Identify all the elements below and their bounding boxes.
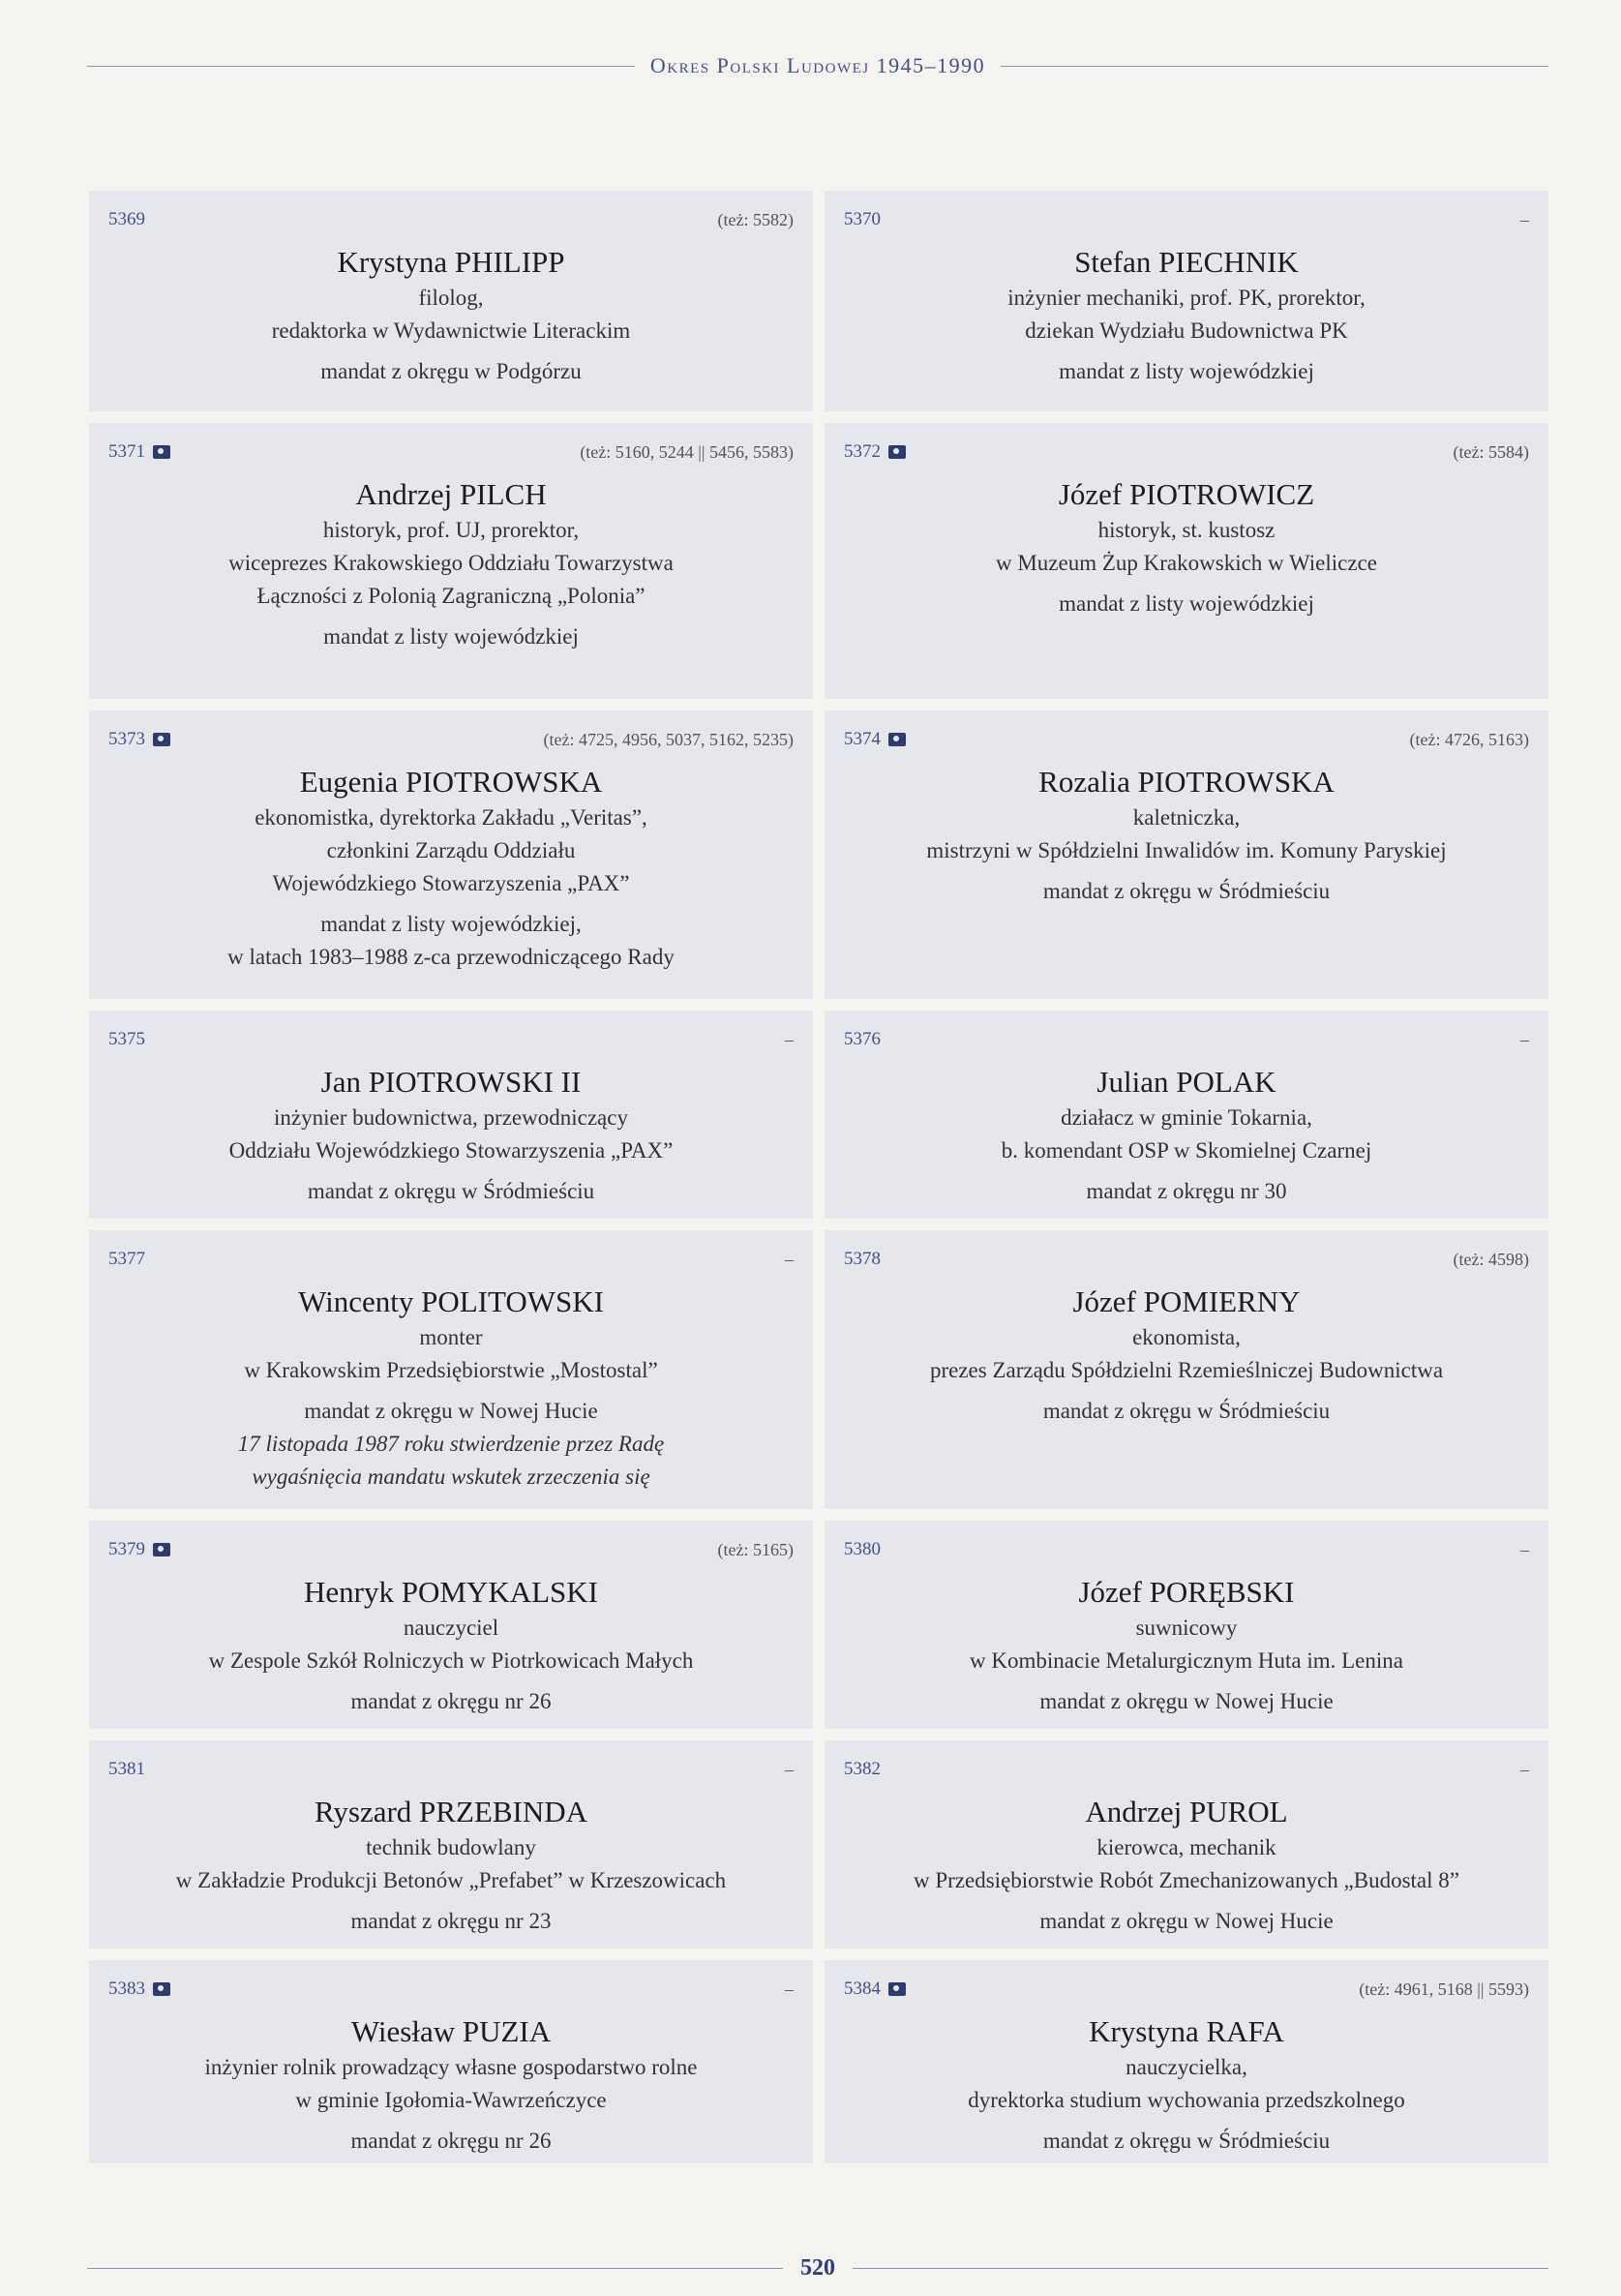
spacer (844, 347, 1529, 355)
entry-card (89, 1230, 813, 1509)
entry-name: Jan PIOTROWSKI II (320, 1065, 582, 1099)
entry-description-line: kaletniczka, (1132, 805, 1241, 830)
entry-description-line: suwnicowy (1135, 1616, 1238, 1640)
entry-number-group (108, 1029, 145, 1050)
camera-icon (153, 733, 170, 746)
entry-note-line: wygaśnięcia mandatu wskutek zrzeczenia się (252, 1465, 650, 1489)
spacer (108, 347, 794, 355)
entry-description-line: w Zakładzie Produkcji Betonów „Prefabet” w Krzeszowicach (175, 1868, 727, 1892)
entry-description-line: w Krakowskim Przedsiębiorstwie „Mostostal” (244, 1358, 658, 1382)
entry-mandate-line: mandat z okręgu w Śródmieściu (1042, 2129, 1331, 2153)
entry-number-group (108, 1539, 170, 1560)
entry-name: Stefan PIECHNIK (1074, 245, 1299, 279)
entry-number: 5376 (844, 1029, 881, 1049)
entry-header (108, 1536, 794, 1563)
entry-description-line: filolog, (418, 286, 484, 310)
entry-number: 5372 (844, 441, 881, 462)
entry-mandate-line: mandat z listy wojewódzkiej, (320, 912, 582, 936)
spacer (844, 1897, 1529, 1905)
entry-reference: – (1520, 209, 1529, 229)
entry-mandate-line: mandat z okręgu nr 23 (350, 1909, 552, 1933)
entry-number-group (844, 1539, 881, 1560)
entry-name: Julian POLAK (1096, 1065, 1276, 1099)
spacer (108, 1167, 794, 1175)
entry-reference: (też: 4598) (1453, 1249, 1529, 1269)
entry-description-line: ekonomista, (1132, 1325, 1241, 1349)
entry-header (108, 206, 794, 233)
entry-reference: (też: 4725, 4956, 5037, 5162, 5235) (543, 729, 794, 749)
entry-name: Ryszard PRZEBINDA (314, 1795, 588, 1828)
entry-name: Józef PORĘBSKI (1078, 1575, 1295, 1609)
entry-description-line: inżynier rolnik prowadzący własne gospodarstwo rolne (204, 2055, 698, 2079)
entry-number-group (844, 1029, 881, 1050)
entry-number-group (844, 1759, 881, 1780)
entry-card (825, 1011, 1548, 1219)
entry-header (108, 1246, 794, 1273)
entry-name: Rozalia PIOTROWSKA (1038, 765, 1335, 799)
page-number: 520 (800, 2254, 835, 2281)
footer-rule-right (853, 2268, 1548, 2269)
entry-header (108, 1756, 794, 1783)
entry-mandate-line: mandat z okręgu nr 26 (350, 2129, 552, 2153)
entry-mandate-line: mandat z listy wojewódzkiej (1059, 591, 1314, 616)
entry-number: 5377 (108, 1249, 145, 1269)
entry-mandate-line: mandat z okręgu w Śródmieściu (1042, 1399, 1331, 1423)
running-header (87, 48, 1548, 83)
entry-card (825, 1230, 1548, 1509)
entry-name: Andrzej PUROL (1085, 1795, 1288, 1828)
entries-grid (89, 191, 1548, 2163)
entry-card (825, 1960, 1548, 2163)
entry-note-line: 17 listopada 1987 roku stwierdzenie przez Radę (237, 1432, 665, 1456)
entry-name: Wincenty POLITOWSKI (298, 1284, 604, 1318)
entry-number-group (844, 441, 906, 463)
entry-description-line: technik budowlany (366, 1835, 536, 1859)
spacer (844, 1677, 1529, 1685)
footer-rule-left (87, 2268, 783, 2269)
entry-header (844, 1246, 1529, 1273)
entry-name: Józef POMIERNY (1072, 1284, 1301, 1318)
entry-reference: – (785, 1249, 794, 1269)
entry-description-line: w Przedsiębiorstwie Robót Zmechanizowanych „Budostal 8” (914, 1868, 1459, 1892)
entry-description-line: prezes Zarządu Spółdzielni Rzemieślniczej Budownictwa (929, 1358, 1444, 1382)
entry-description-line: historyk, prof. UJ, prorektor, (322, 518, 580, 542)
entry-mandate-line: mandat z listy wojewódzkiej (323, 624, 579, 649)
entry-card (89, 1740, 813, 1949)
entry-reference: – (1520, 1759, 1529, 1779)
entry-number-group (108, 209, 145, 230)
entry-header (108, 438, 794, 466)
entry-reference: – (1520, 1029, 1529, 1049)
entry-mandate-line: mandat z okręgu nr 30 (1086, 1179, 1287, 1203)
entry-header (844, 1976, 1529, 2003)
entry-header (844, 1536, 1529, 1563)
entry-header (108, 1026, 794, 1053)
running-header-title: Okres Polski Ludowej 1945–1990 (649, 53, 986, 77)
entry-reference: (też: 4961, 5168 || 5593) (1359, 1979, 1529, 1999)
camera-icon (153, 1982, 170, 1996)
spacer (108, 1387, 794, 1395)
entry-mandate-line: mandat z okręgu w Śródmieściu (307, 1179, 595, 1203)
entry-name: Józef PIOTROWICZ (1058, 477, 1315, 511)
entry-description-line: monter (419, 1325, 483, 1349)
entry-reference: (też: 5582) (717, 209, 794, 229)
spacer (108, 900, 794, 908)
entry-reference: – (785, 1759, 794, 1779)
entry-reference: (też: 4726, 5163) (1409, 729, 1529, 749)
entry-number: 5380 (844, 1539, 881, 1559)
entry-number: 5381 (108, 1759, 145, 1779)
spacer (844, 2117, 1529, 2125)
entry-card (89, 1960, 813, 2163)
entry-reference: – (1520, 1539, 1529, 1559)
entry-card (89, 423, 813, 699)
entry-mandate-line: mandat z okręgu w Nowej Hucie (1039, 1909, 1334, 1933)
entry-card (825, 423, 1548, 699)
entry-description-line: ekonomistka, dyrektorka Zakładu „Veritas”, (255, 805, 647, 830)
entry-description-line: dziekan Wydziału Budownictwa PK (1025, 318, 1348, 343)
entry-description-line: członkini Zarządu Oddziału (326, 838, 576, 862)
entry-name: Wiesław PUZIA (350, 2014, 552, 2048)
entry-number-group (844, 1979, 906, 2000)
camera-icon (888, 445, 906, 459)
entry-header (844, 1756, 1529, 1783)
entry-reference: – (785, 1029, 794, 1049)
spacer (844, 867, 1529, 875)
entry-reference: (też: 5165) (717, 1539, 794, 1559)
entry-description-line: inżynier mechaniki, prof. PK, prorektor, (1007, 286, 1366, 310)
entry-description-line: Łączności z Polonią Zagraniczną „Polonia” (256, 584, 645, 608)
header-rule-right (1001, 66, 1548, 67)
entry-description-line: b. komendant OSP w Skomielnej Czarnej (1001, 1138, 1372, 1163)
entry-number: 5383 (108, 1979, 145, 1999)
entry-mandate-line: mandat z okręgu w Nowej Hucie (304, 1399, 598, 1423)
entry-mandate-line: mandat z listy wojewódzkiej (1059, 359, 1314, 383)
entry-mandate-line: w latach 1983–1988 z-ca przewodniczącego Rady (227, 945, 675, 969)
entry-card (825, 1740, 1548, 1949)
entry-number: 5375 (108, 1029, 145, 1049)
entry-header (108, 726, 794, 753)
entry-number: 5379 (108, 1539, 145, 1559)
entry-description-line: inżynier budownictwa, przewodniczący (274, 1105, 628, 1130)
entry-number: 5384 (844, 1979, 881, 1999)
entry-mandate-line: mandat z okręgu nr 26 (350, 1689, 552, 1713)
entry-card (89, 1521, 813, 1729)
entry-number-group (108, 729, 170, 750)
entry-description-line: Oddziału Wojewódzkiego Stowarzyszenia „PAX” (228, 1138, 674, 1163)
spacer (108, 2117, 794, 2125)
page-footer (87, 2249, 1548, 2287)
entry-header (844, 438, 1529, 466)
camera-icon (888, 733, 906, 746)
entry-number: 5371 (108, 441, 145, 462)
entry-description-line: nauczycielka, (1126, 2055, 1247, 2079)
camera-icon (888, 1982, 906, 1996)
spacer (108, 613, 794, 620)
entry-card (825, 191, 1548, 411)
entry-number: 5378 (844, 1249, 881, 1269)
entry-mandate-line: mandat z okręgu w Podgórzu (320, 359, 582, 383)
spacer (844, 1387, 1529, 1395)
entry-card (89, 191, 813, 411)
entry-description-line: w Zespole Szkół Rolniczych w Piotrkowicach Małych (208, 1648, 694, 1673)
entry-description-line: dyrektorka studium wychowania przedszkolnego (968, 2088, 1405, 2112)
entry-number-group (108, 1759, 145, 1780)
entry-name: Henryk POMYKALSKI (304, 1575, 598, 1609)
spacer (108, 1677, 794, 1685)
entry-name: Andrzej PILCH (355, 477, 547, 511)
entry-description-line: w Muzeum Żup Krakowskich w Wieliczce (996, 551, 1377, 575)
entry-card (89, 710, 813, 999)
entry-number: 5369 (108, 209, 145, 229)
spacer (844, 1167, 1529, 1175)
entry-card (825, 1521, 1548, 1729)
entry-header (844, 206, 1529, 233)
entry-number-group (844, 729, 906, 750)
entry-number-group (108, 1979, 170, 2000)
entry-description-line: kierowca, mechanik (1096, 1835, 1276, 1859)
spacer (844, 580, 1529, 588)
entry-number-group (844, 209, 881, 230)
entry-number-group (108, 1249, 145, 1270)
entry-description-line: Wojewódzkiego Stowarzyszenia „PAX” (272, 871, 630, 895)
entry-number-group (844, 1249, 881, 1270)
spacer (108, 1897, 794, 1905)
entry-reference: (też: 5584) (1453, 441, 1529, 462)
entry-reference: – (785, 1979, 794, 1999)
header-rule-left (87, 66, 635, 67)
entry-name: Eugenia PIOTROWSKA (299, 765, 603, 799)
entry-description-line: w Kombinacie Metalurgicznym Huta im. Lenina (970, 1648, 1403, 1673)
entry-number: 5370 (844, 209, 881, 229)
entry-description-line: nauczyciel (403, 1616, 499, 1640)
entry-header (844, 1026, 1529, 1053)
entry-description-line: mistrzyni w Spółdzielni Inwalidów im. Komuny Paryskiej (926, 838, 1447, 862)
entry-number: 5374 (844, 729, 881, 749)
entry-reference: (też: 5160, 5244 || 5456, 5583) (580, 441, 794, 462)
entry-number-group (108, 441, 170, 463)
entry-mandate-line: mandat z okręgu w Nowej Hucie (1039, 1689, 1334, 1713)
camera-icon (153, 445, 170, 459)
entry-description-line: w gminie Igołomia-Wawrzeńczyce (295, 2088, 607, 2112)
entry-description-line: redaktorka w Wydawnictwie Literackim (271, 318, 631, 343)
entry-header (844, 726, 1529, 753)
entry-header (108, 1976, 794, 2003)
entry-description-line: historyk, st. kustosz (1097, 518, 1276, 542)
camera-icon (153, 1543, 170, 1556)
entry-mandate-line: mandat z okręgu w Śródmieściu (1042, 879, 1331, 903)
entry-description-line: wiceprezes Krakowskiego Oddziału Towarzystwa (228, 551, 674, 575)
entry-name: Krystyna RAFA (1089, 2014, 1284, 2048)
entry-number: 5373 (108, 729, 145, 749)
entry-number: 5382 (844, 1759, 881, 1779)
entry-card (825, 710, 1548, 999)
entry-name: Krystyna PHILIPP (337, 245, 565, 279)
entry-card (89, 1011, 813, 1219)
entry-description-line: działacz w gminie Tokarnia, (1061, 1105, 1312, 1130)
